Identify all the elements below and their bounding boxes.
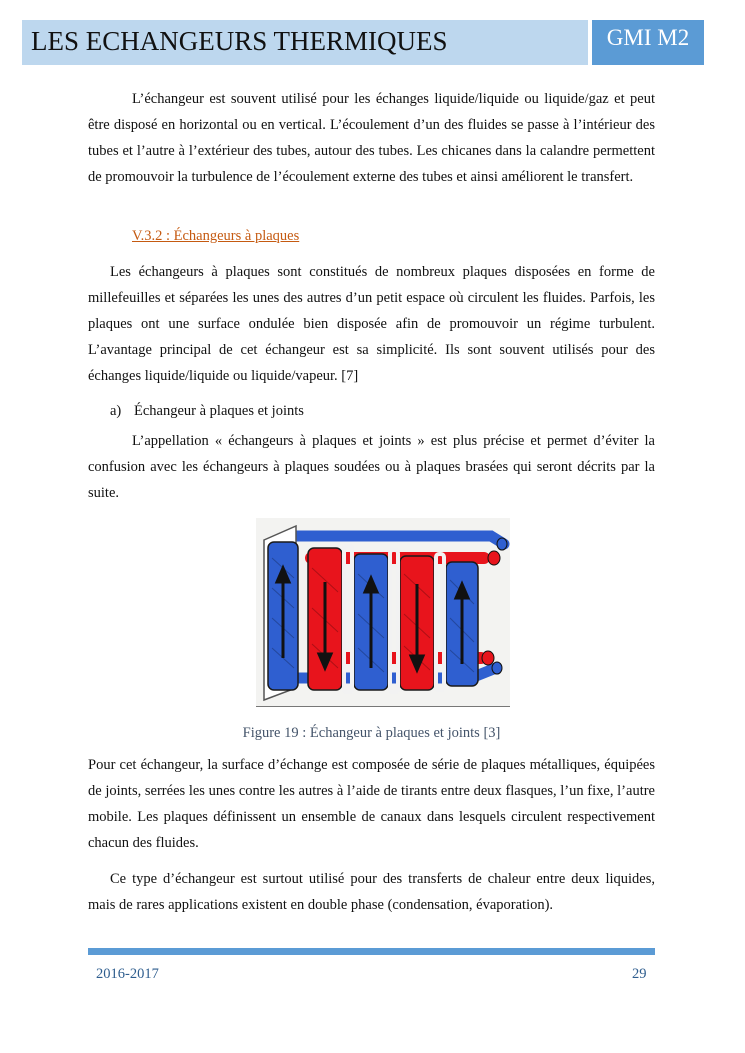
paragraph-2: Les échangeurs à plaques sont constitués de nombreux plaques disposées en forme de millefeuilles et séparées les unes des autres d’un petit espace où circulent les fluides. Parfois, les plaques ont une surface ondulée bien disposée afin de promouvoir un régime turbulent. L’avantage principal de cet échangeur est sa simplicité. Ils sont souvent utilisés pour des échanges liquide/liquide ou liquide/vapeur. [7] (88, 264, 655, 384)
list-marker: a) (110, 403, 122, 419)
footer-year: 2016-2017 (96, 966, 159, 982)
section-title: V.3.2 : Échangeurs à plaques (132, 228, 300, 244)
plate-heat-exchanger-illustration (256, 518, 510, 706)
page-number: 29 (632, 966, 647, 982)
paragraph-1: L’échangeur est souvent utilisé pour les échanges liquide/liquide ou liquide/gaz et peut être disposé en horizontal ou en vertical. L’écoulement d’un des fluides se passe à l’intérieur des tubes et l’autre à l’extérieur des tubes, autour des tubes. Les chicanes dans la calandre permettent de promouvoir la turbulence de l’écoulement externe des tubes et ainsi améliorent le transfert. (88, 91, 655, 185)
paragraph-5: Ce type d’échangeur est surtout utilisé pour des transferts de chaleur entre deux liquides, mais de rares applications existent en double phase (condensation, évaporation). (88, 871, 655, 913)
plate-heat-exchanger-figure (256, 518, 510, 707)
paragraph-3: L’appellation « échangeurs à plaques et joints » est plus précise et permet d’éviter la confusion avec les échangeurs à plaques soudées ou à plaques brasées qui seront décrits par la suite. (88, 433, 655, 501)
subsection-label: Échangeur à plaques et joints (134, 403, 304, 419)
paragraph-4: Pour cet échangeur, la surface d’échange est composée de série de plaques métalliques, équipées de joints, serrées les unes contre les autres à l’aide de tirants entre deux flasques, l’un fixe, l’autre mobile. Les plaques définissent un ensemble de canaux dans lesquels circulent respectivement chacun des fluides. (88, 757, 655, 851)
subsection-title (110, 403, 304, 420)
figure-caption: Figure 19 : Échangeur à plaques et joints [3] (242, 725, 501, 741)
header-tag: GMI M2 (592, 20, 704, 65)
header-title: LES ECHANGEURS THERMIQUES (22, 20, 588, 65)
footer-rule (88, 948, 655, 955)
